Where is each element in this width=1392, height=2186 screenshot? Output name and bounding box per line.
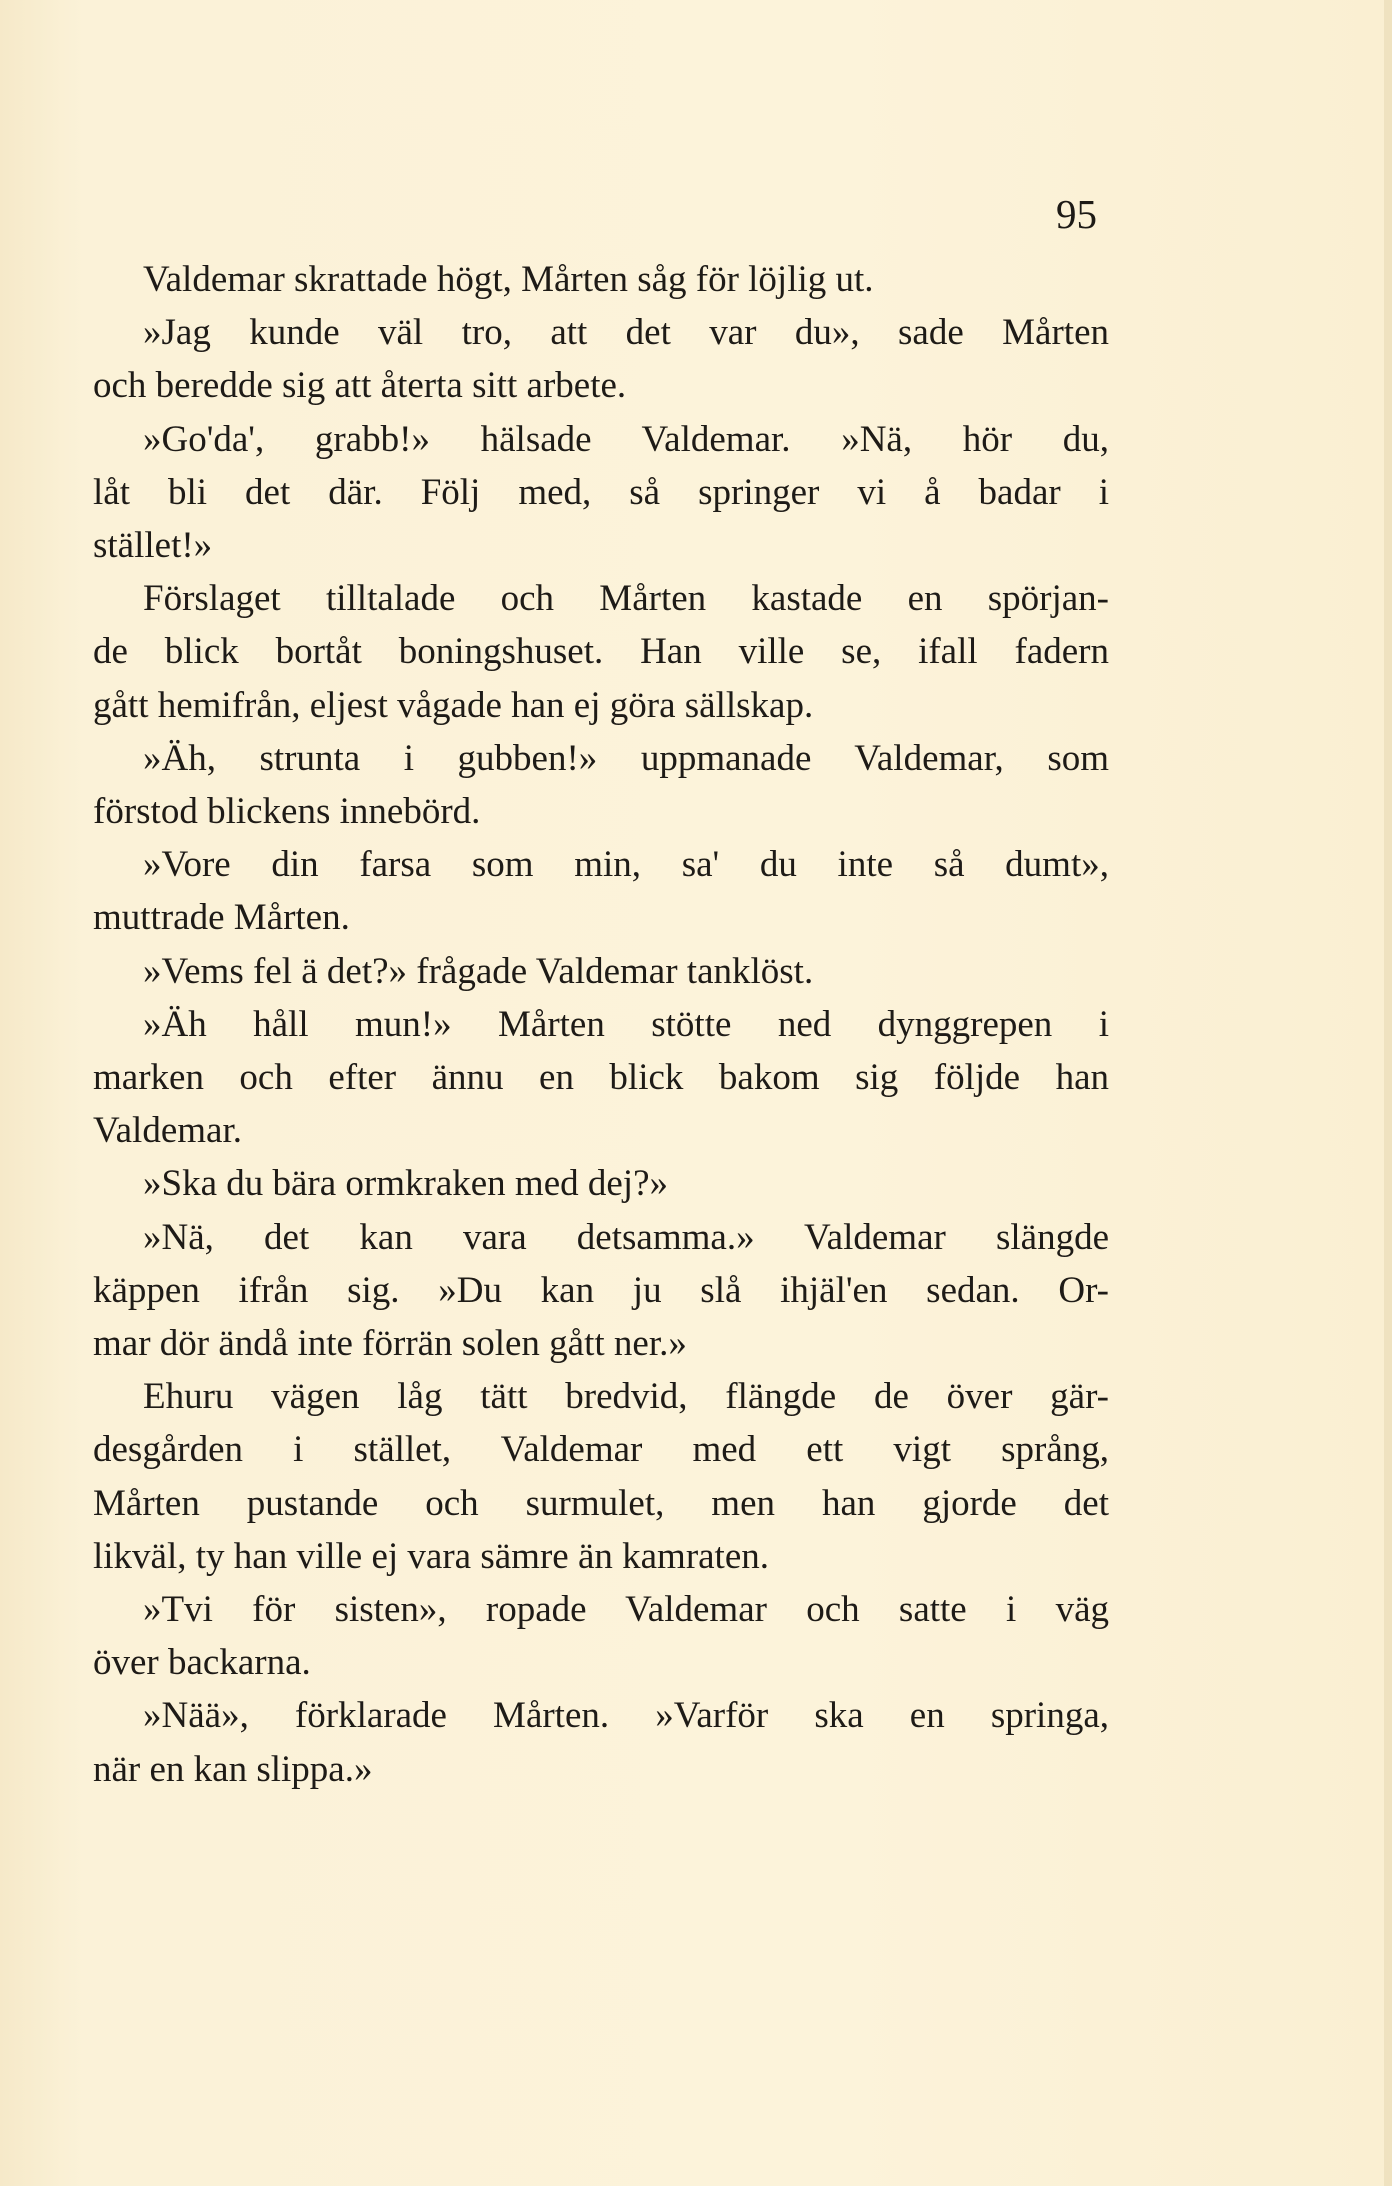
page-number: 95	[1056, 191, 1097, 237]
page-edge	[1384, 0, 1392, 2186]
text-line: desgården i stället, Valdemar med ett vigt språng,	[93, 1429, 1109, 1471]
text-line: låt bli det där. Följ med, så springer vi å badar i	[93, 471, 1109, 513]
paragraph	[93, 306, 1109, 412]
text-line: när en kan slippa.»	[93, 1748, 373, 1790]
text-line: »Vore din farsa som min, sa' du inte så dumt»,	[143, 844, 1109, 886]
paragraph	[93, 572, 1109, 732]
text-line: muttrade Mårten.	[93, 897, 350, 939]
text-line: käppen ifrån sig. »Du kan ju slå ihjäl'en sedan. Or-	[93, 1269, 1109, 1311]
text-line: över backarna.	[93, 1642, 311, 1684]
paragraph	[93, 1583, 1109, 1689]
text-line: stället!»	[93, 525, 213, 567]
paragraph	[93, 1689, 1109, 1795]
text-line: Förslaget tilltalade och Mårten kastade en spörjan-	[143, 578, 1109, 620]
paragraph	[93, 945, 1109, 998]
text-line: de blick bortåt boningshuset. Han ville se, ifall fadern	[93, 631, 1109, 673]
text-line: Ehuru vägen låg tätt bredvid, flängde de över gär-	[143, 1376, 1109, 1418]
body-text	[93, 253, 1109, 1796]
paragraph	[93, 998, 1109, 1158]
paragraph	[93, 1157, 1109, 1210]
paragraph	[93, 1211, 1109, 1371]
text-line: Mårten pustande och surmulet, men han gjorde det	[93, 1482, 1109, 1524]
paragraph	[93, 413, 1109, 573]
text-line: »Ska du bära ormkraken med dej?»	[143, 1163, 669, 1205]
text-line: »Tvi för sisten», ropade Valdemar och satte i väg	[143, 1589, 1109, 1631]
text-line: marken och efter ännu en blick bakom sig följde han	[93, 1057, 1109, 1099]
text-line: »Äh håll mun!» Mårten stötte ned dynggrepen i	[143, 1003, 1109, 1045]
text-line: »Nä, det kan vara detsamma.» Valdemar slängde	[143, 1216, 1109, 1258]
text-line: »Äh, strunta i gubben!» uppmanade Valdemar, som	[143, 737, 1109, 779]
paragraph	[93, 838, 1109, 944]
text-line: »Vems fel ä det?» frågade Valdemar tanklöst.	[143, 950, 814, 992]
paragraph	[93, 253, 1109, 306]
text-line: likväl, ty han ville ej vara sämre än kamraten.	[93, 1535, 770, 1577]
text-line: gått hemifrån, eljest vågade han ej göra sällskap.	[93, 684, 814, 726]
text-line: Valdemar.	[93, 1110, 242, 1152]
text-line: »Nää», förklarade Mårten. »Varför ska en springa,	[143, 1695, 1109, 1737]
text-line: Valdemar skrattade högt, Mårten såg för löjlig ut.	[143, 259, 874, 300]
text-line: förstod blickens innebörd.	[93, 791, 481, 833]
text-line: »Jag kunde väl tro, att det var du», sade Mårten	[143, 312, 1109, 354]
text-line: mar dör ändå inte förrän solen gått ner.»	[93, 1323, 687, 1365]
paragraph	[93, 732, 1109, 838]
paragraph	[93, 1370, 1109, 1583]
text-line: »Go'da', grabb!» hälsade Valdemar. »Nä, hör du,	[143, 418, 1109, 460]
text-line: och beredde sig att återta sitt arbete.	[93, 365, 627, 407]
